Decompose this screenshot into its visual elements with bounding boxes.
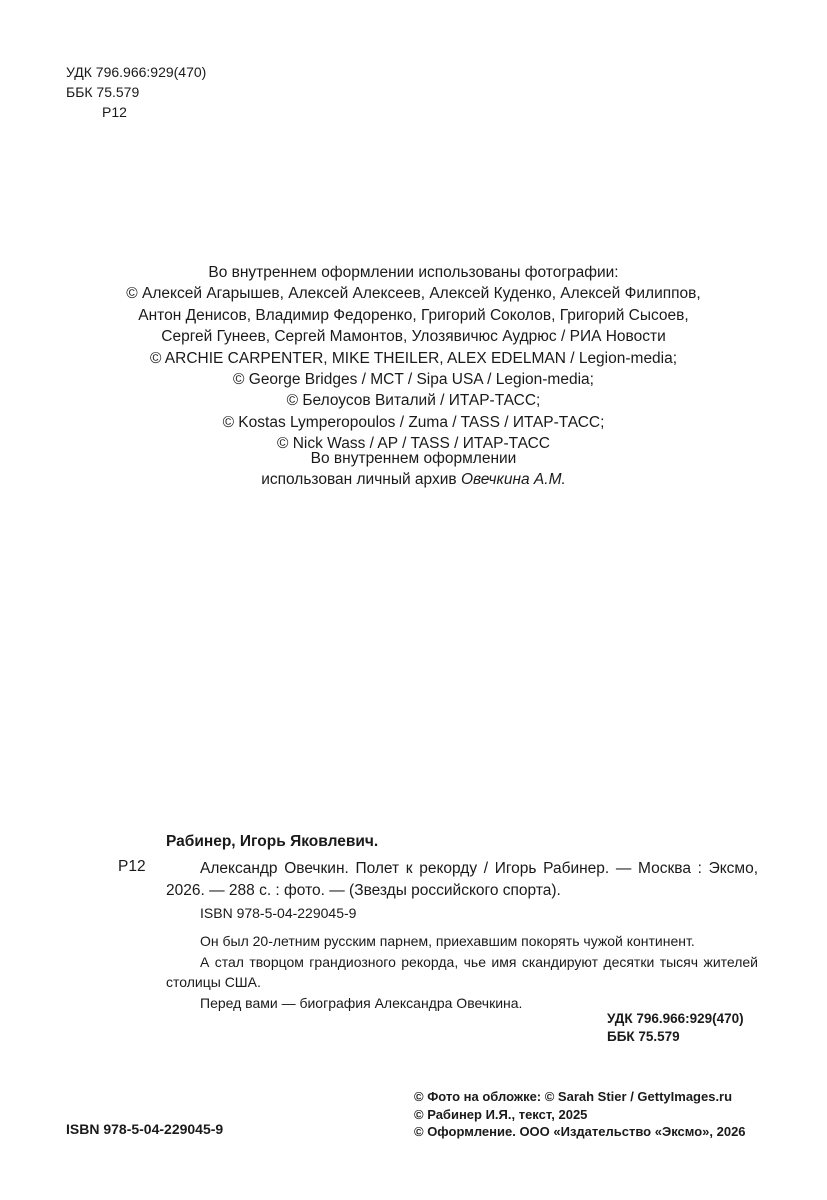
bbk-code: ББК 75.579 <box>66 84 140 100</box>
copyright-line: © Рабинер И.Я., текст, 2025 <box>414 1106 588 1122</box>
annotation-line: А стал творцом грандиозного рекорда, чье имя скандируют десятки тысяч жителей столицы США. <box>166 953 758 990</box>
photo-credits <box>60 262 767 455</box>
catalog-classification <box>607 1010 744 1046</box>
archive-owner-name: Овечкина А.М. <box>460 471 566 489</box>
catalog-title-line: Александр Овечкин. Полет к рекорду / Игорь Рабинер. — Москва : Эксмо, 2026. — 288 с. : фото. — (Звезды российского спорта). <box>166 860 758 899</box>
catalog-bbk: ББК 75.579 <box>607 1029 680 1044</box>
archive-note-line <box>60 469 767 490</box>
catalog-udk: УДК 796.966:929(470) <box>607 1011 744 1026</box>
photo-credit-line: © Kostas Lymperopoulos / Zuma / TASS / ИТАР-ТАСС; <box>222 413 605 431</box>
photo-credit-line: © Алексей Агарышев, Алексей Алексеев, Алексей Куденко, Алексей Филиппов, <box>126 285 701 303</box>
copyright-block <box>414 1088 746 1141</box>
copyright-line: © Фото на обложке: © Sarah Stier / GettyImages.ru <box>414 1089 733 1104</box>
author-mark: Р12 <box>102 104 127 120</box>
archive-note-prefix: использован личный архив <box>261 471 461 489</box>
catalog-description <box>166 858 758 902</box>
annotation <box>166 931 758 1013</box>
photo-credits-intro: Во внутреннем оформлении использованы фотографии: <box>208 264 619 281</box>
annotation-line: Он был 20-летним русским парнем, приехавшим покорять чужой континент. <box>200 933 695 949</box>
photo-credit-line: Сергей Гунеев, Сергей Мамонтов, Улозявичюс Аудрюс / РИА Новости <box>161 328 666 346</box>
catalog-isbn: ISBN 978-5-04-229045-9 <box>200 905 357 921</box>
photo-credit-line: Антон Денисов, Владимир Федоренко, Григорий Соколов, Григорий Сысоев, <box>138 306 689 324</box>
udk-code: УДК 796.966:929(470) <box>66 64 207 80</box>
classification-block <box>66 62 206 122</box>
photo-credit-line: © Белоусов Виталий / ИТАР-ТАСС; <box>286 392 541 410</box>
archive-note <box>60 448 767 491</box>
photo-credit-line: © ARCHIE CARPENTER, MIKE THEILER, ALEX EDELMAN / Legion-media; <box>149 349 678 367</box>
archive-note-line: Во внутреннем оформлении <box>310 450 517 467</box>
photo-credit-line: © Nick Wass / AP / TASS / ИТАР-ТАСС <box>277 435 550 453</box>
footer-isbn: ISBN 978-5-04-229045-9 <box>66 1121 224 1137</box>
copyright-line: © Оформление. ООО «Издательство «Эксмо», 2026 <box>414 1124 746 1139</box>
catalog-author: Рабинер, Игорь Яковлевич. <box>166 833 379 850</box>
photo-credit-line: © George Bridges / MCT / Sipa USA / Legion-media; <box>233 371 594 389</box>
annotation-line: Перед вами — биография Александра Овечкина. <box>200 994 523 1011</box>
catalog-code: Р12 <box>118 858 146 875</box>
